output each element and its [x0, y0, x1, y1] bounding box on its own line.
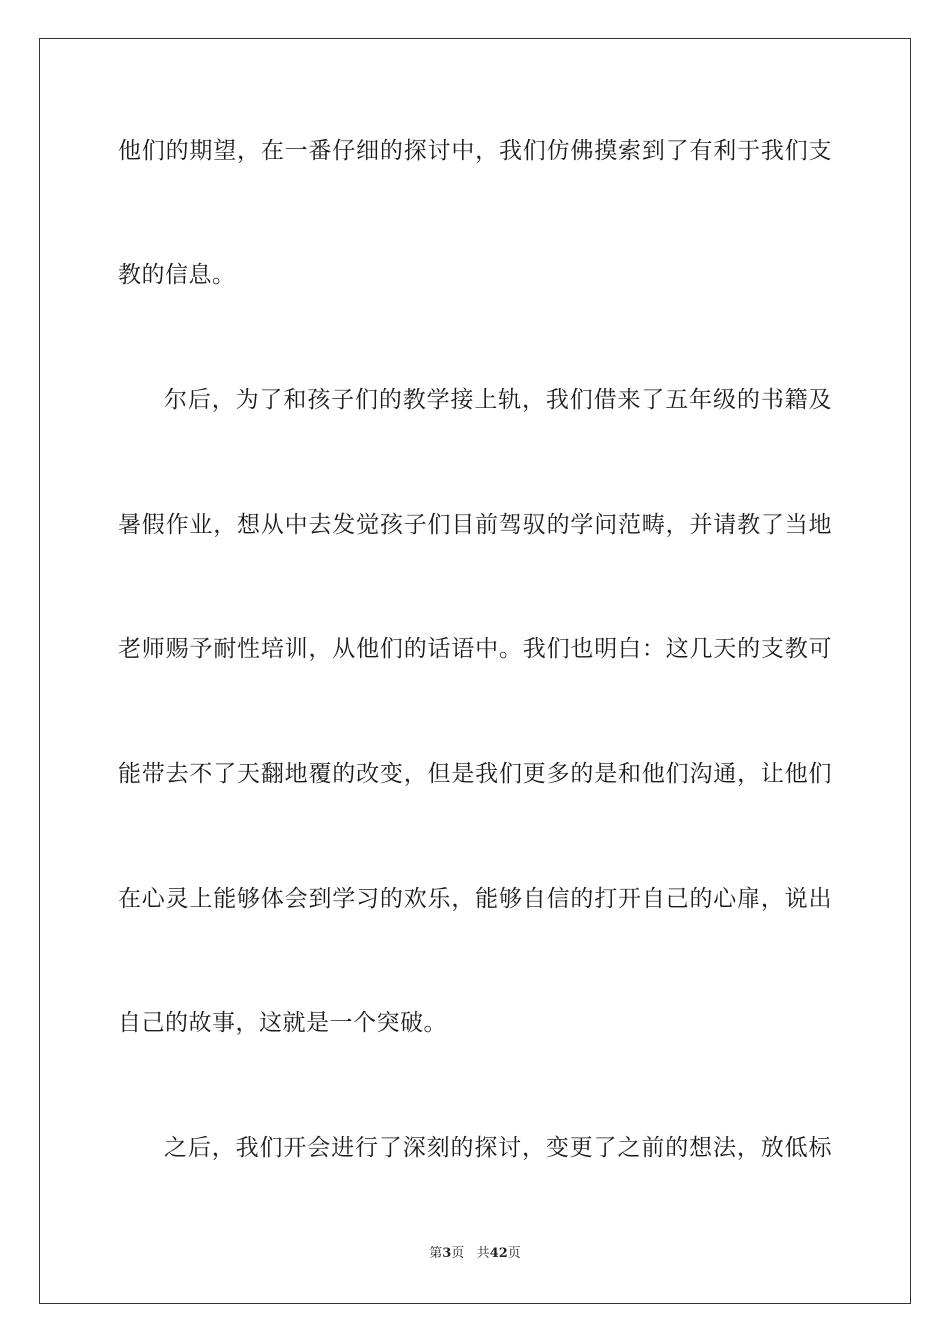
- page-footer: [0, 1245, 950, 1263]
- total-prefix: 共: [476, 1246, 490, 1261]
- body-text-line: 暑假作业，想从中去发觉孩子们目前驾驭的学问范畴，并请教了当地: [118, 512, 832, 538]
- page-suffix: 页: [451, 1246, 465, 1261]
- body-text-line: 能带去不了天翻地覆的改变，但是我们更多的是和他们沟通，让他们: [118, 761, 832, 787]
- body-text-line: 教的信息。: [118, 262, 236, 288]
- body-text-line: 之后，我们开会进行了深刻的探讨，变更了之前的想法，放低标: [164, 1135, 832, 1161]
- page-number: 3: [442, 1246, 452, 1261]
- body-text-line: 他们的期望，在一番仔细的探讨中，我们仿佛摸索到了有利于我们支: [118, 138, 832, 164]
- body-text-line: 自己的故事，这就是一个突破。: [118, 1010, 447, 1036]
- total-suffix: 页: [507, 1246, 521, 1261]
- body-text-line: 尔后，为了和孩子们的教学接上轨，我们借来了五年级的书籍及: [164, 387, 832, 413]
- body-text-line: 老师赐予耐性培训，从他们的话语中。我们也明白：这几天的支教可: [118, 636, 832, 662]
- page-border: [39, 38, 911, 1304]
- body-text-line: 在心灵上能够体会到学习的欢乐，能够自信的打开自己的心扉，说出: [118, 886, 832, 912]
- total-pages: 42: [489, 1246, 508, 1261]
- page-prefix: 第: [429, 1246, 443, 1261]
